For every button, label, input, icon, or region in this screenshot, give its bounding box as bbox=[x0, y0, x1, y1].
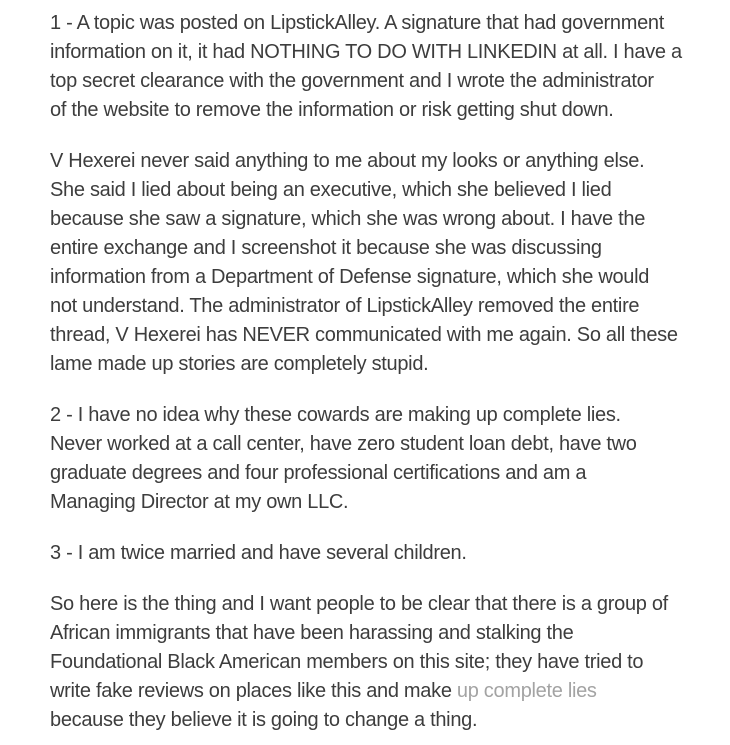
text-line bbox=[50, 234, 716, 263]
text-segment: African immigrants that have been harassing and stalking the bbox=[50, 622, 574, 644]
text-line bbox=[50, 96, 716, 125]
text-line bbox=[50, 648, 716, 677]
text-segment: not understand. The administrator of LipstickAlley removed the entire bbox=[50, 295, 640, 317]
text-line bbox=[50, 263, 716, 292]
text-line bbox=[50, 590, 716, 619]
text-segment: So here is the thing and I want people to be clear that there is a group of bbox=[50, 593, 668, 615]
text-segment: 3 - I am twice married and have several children. bbox=[50, 542, 467, 564]
text-segment: because she saw a signature, which she was wrong about. I have the bbox=[50, 208, 646, 230]
text-segment: Never worked at a call center, have zero student loan debt, have two bbox=[50, 433, 637, 455]
text-line bbox=[50, 488, 716, 517]
text-segment: 2 - I have no idea why these cowards are making up complete lies. bbox=[50, 404, 621, 426]
paragraph bbox=[50, 9, 716, 125]
text-line bbox=[50, 539, 716, 568]
text-line bbox=[50, 205, 716, 234]
text-segment: information from a Department of Defense signature, which she would bbox=[50, 266, 650, 288]
faded-text-segment: up complete lies bbox=[456, 680, 597, 702]
paragraph bbox=[50, 401, 716, 517]
text-segment: thread, V Hexerei has NEVER communicated with me again. So all these bbox=[50, 324, 678, 346]
text-segment: top secret clearance with the government and I wrote the administrator bbox=[50, 70, 654, 92]
text-line bbox=[50, 38, 716, 67]
text-segment: of the website to remove the information or risk getting shut down. bbox=[50, 99, 614, 121]
text-line bbox=[50, 677, 716, 706]
text-segment: Managing Director at my own LLC. bbox=[50, 491, 349, 513]
text-line bbox=[50, 176, 716, 205]
text-segment: Foundational Black American members on this site; they have tried to bbox=[50, 651, 644, 673]
text-line bbox=[50, 147, 716, 176]
text-line bbox=[50, 401, 716, 430]
text-line bbox=[50, 459, 716, 488]
paragraph bbox=[50, 590, 716, 735]
text-line bbox=[50, 292, 716, 321]
text-line bbox=[50, 430, 716, 459]
text-line bbox=[50, 67, 716, 96]
text-segment: entire exchange and I screenshot it because she was discussing bbox=[50, 237, 602, 259]
text-segment: write fake reviews on places like this and make bbox=[50, 680, 457, 702]
text-segment: lame made up stories are completely stupid. bbox=[50, 353, 429, 375]
paragraph bbox=[50, 539, 716, 568]
text-segment: because they believe it is going to change a thing. bbox=[50, 709, 478, 731]
paragraph bbox=[50, 147, 716, 379]
text-line bbox=[50, 350, 716, 379]
text-line bbox=[50, 9, 716, 38]
text-segment: 1 - A topic was posted on LipstickAlley. A signature that had government bbox=[50, 12, 664, 34]
text-segment: graduate degrees and four professional certifications and am a bbox=[50, 462, 587, 484]
text-line bbox=[50, 321, 716, 350]
text-line bbox=[50, 619, 716, 648]
text-segment: V Hexerei never said anything to me about my looks or anything else. bbox=[50, 150, 645, 172]
text-segment: She said I lied about being an executive, which she believed I lied bbox=[50, 179, 612, 201]
text-line bbox=[50, 706, 716, 735]
text-segment: information on it, it had NOTHING TO DO WITH LINKEDIN at all. I have a bbox=[50, 41, 682, 63]
